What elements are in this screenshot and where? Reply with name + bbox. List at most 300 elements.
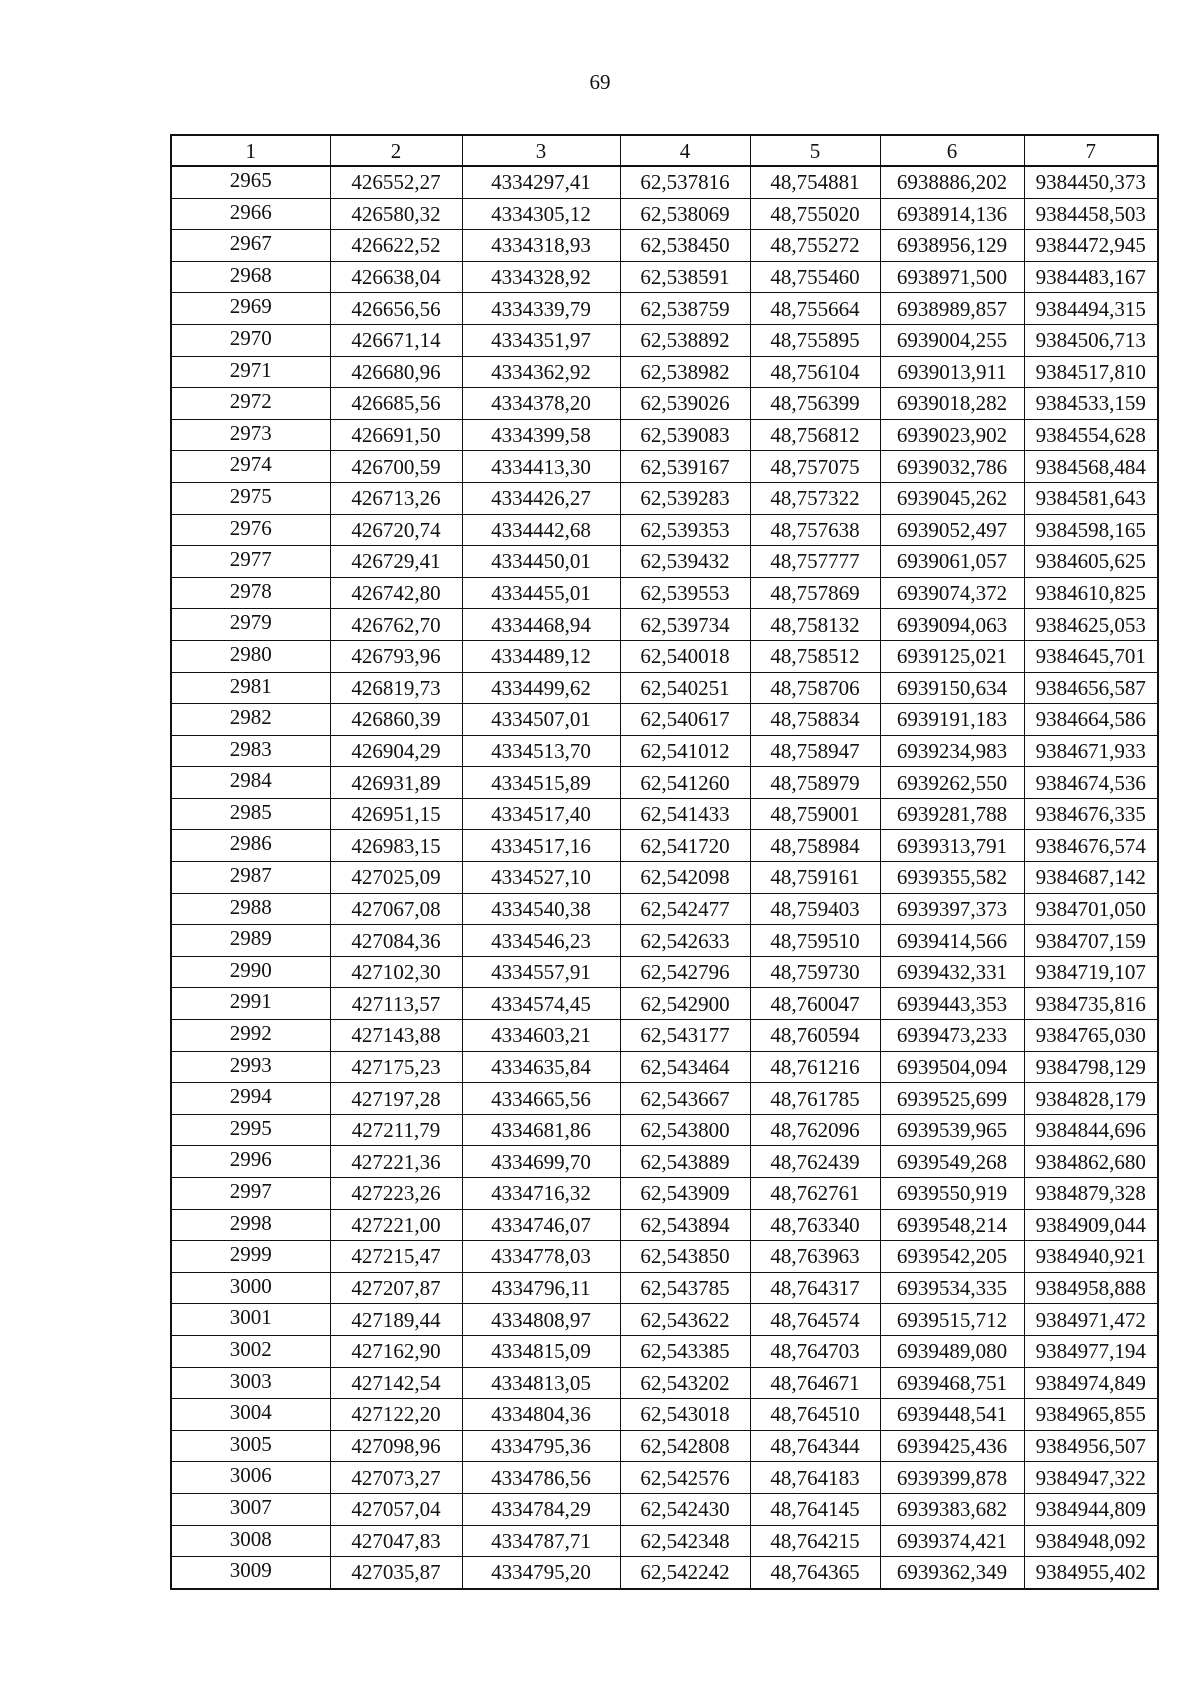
cell-value-col-7: 9384676,335: [1024, 798, 1158, 830]
cell-point-number: 2987: [171, 862, 330, 894]
cell-value-col-6: 6939468,751: [880, 1367, 1024, 1399]
cell-value-col-4: 62,542900: [620, 988, 750, 1020]
cell-value-col-3: 4334468,94: [462, 609, 620, 641]
cell-value-col-3: 4334557,91: [462, 956, 620, 988]
cell-value-col-4: 62,539167: [620, 451, 750, 483]
cell-value-col-2: 427189,44: [330, 1304, 462, 1336]
cell-point-number: 2997: [171, 1178, 330, 1210]
cell-value-col-4: 62,542796: [620, 956, 750, 988]
cell-value-col-6: 6939399,878: [880, 1462, 1024, 1494]
cell-value-col-4: 62,543385: [620, 1335, 750, 1367]
cell-point-number: 2976: [171, 514, 330, 546]
cell-value-col-2: 427197,28: [330, 1083, 462, 1115]
cell-value-col-5: 48,757777: [750, 546, 880, 578]
cell-value-col-6: 6939448,541: [880, 1399, 1024, 1431]
cell-value-col-3: 4334635,84: [462, 1051, 620, 1083]
cell-value-col-4: 62,541433: [620, 798, 750, 830]
table-row: [171, 1335, 1158, 1367]
cell-value-col-2: 426680,96: [330, 356, 462, 388]
cell-value-col-6: 6939542,205: [880, 1241, 1024, 1273]
cell-value-col-7: 9384965,855: [1024, 1399, 1158, 1431]
table-row: [171, 925, 1158, 957]
cell-value-col-7: 9384533,159: [1024, 388, 1158, 420]
cell-value-col-3: 4334808,97: [462, 1304, 620, 1336]
table-row: [171, 609, 1158, 641]
cell-point-number: 2977: [171, 546, 330, 578]
table-row: [171, 1114, 1158, 1146]
cell-point-number: 2983: [171, 735, 330, 767]
cell-value-col-6: 6939397,373: [880, 893, 1024, 925]
cell-value-col-3: 4334499,62: [462, 672, 620, 704]
cell-value-col-4: 62,539432: [620, 546, 750, 578]
table-row: [171, 735, 1158, 767]
cell-value-col-4: 62,543202: [620, 1367, 750, 1399]
table-row: [171, 577, 1158, 609]
cell-value-col-5: 48,759403: [750, 893, 880, 925]
cell-value-col-3: 4334665,56: [462, 1083, 620, 1115]
cell-point-number: 3003: [171, 1367, 330, 1399]
table-row: [171, 1020, 1158, 1052]
cell-value-col-2: 426904,29: [330, 735, 462, 767]
table-row: [171, 893, 1158, 925]
cell-value-col-4: 62,538982: [620, 356, 750, 388]
cell-value-col-5: 48,764215: [750, 1525, 880, 1557]
cell-value-col-5: 48,759730: [750, 956, 880, 988]
cell-value-col-6: 6939191,183: [880, 704, 1024, 736]
cell-value-col-5: 48,758984: [750, 830, 880, 862]
cell-value-col-5: 48,758132: [750, 609, 880, 641]
cell-point-number: 2971: [171, 356, 330, 388]
table-row: [171, 1304, 1158, 1336]
cell-value-col-3: 4334804,36: [462, 1399, 620, 1431]
cell-value-col-2: 427207,87: [330, 1272, 462, 1304]
cell-value-col-4: 62,537816: [620, 166, 750, 198]
cell-value-col-4: 62,541012: [620, 735, 750, 767]
cell-value-col-5: 48,764365: [750, 1557, 880, 1589]
cell-value-col-6: 6939489,080: [880, 1335, 1024, 1367]
cell-value-col-6: 6938914,136: [880, 198, 1024, 230]
table-row: [171, 230, 1158, 262]
cell-value-col-4: 62,539734: [620, 609, 750, 641]
cell-value-col-7: 9384944,809: [1024, 1493, 1158, 1525]
table-row: [171, 1525, 1158, 1557]
cell-point-number: 2974: [171, 451, 330, 483]
cell-value-col-4: 62,542242: [620, 1557, 750, 1589]
cell-value-col-7: 9384568,484: [1024, 451, 1158, 483]
table-row: [171, 798, 1158, 830]
cell-value-col-5: 48,764145: [750, 1493, 880, 1525]
cell-value-col-4: 62,543800: [620, 1114, 750, 1146]
table-row: [171, 324, 1158, 356]
cell-point-number: 2991: [171, 988, 330, 1020]
cell-point-number: 2988: [171, 893, 330, 925]
cell-point-number: 3008: [171, 1525, 330, 1557]
cell-value-col-2: 426685,56: [330, 388, 462, 420]
table-row: [171, 261, 1158, 293]
cell-value-col-6: 6938886,202: [880, 166, 1024, 198]
cell-value-col-5: 48,755895: [750, 324, 880, 356]
cell-point-number: 3007: [171, 1493, 330, 1525]
cell-value-col-7: 9384506,713: [1024, 324, 1158, 356]
cell-value-col-7: 9384450,373: [1024, 166, 1158, 198]
cell-value-col-6: 6939374,421: [880, 1525, 1024, 1557]
column-header-3: 3: [462, 135, 620, 166]
cell-value-col-5: 48,764703: [750, 1335, 880, 1367]
cell-value-col-4: 62,543018: [620, 1399, 750, 1431]
cell-point-number: 2998: [171, 1209, 330, 1241]
cell-value-col-6: 6938989,857: [880, 293, 1024, 325]
cell-value-col-3: 4334362,92: [462, 356, 620, 388]
column-header-5: 5: [750, 135, 880, 166]
cell-value-col-6: 6939281,788: [880, 798, 1024, 830]
cell-value-col-4: 62,543785: [620, 1272, 750, 1304]
cell-value-col-4: 62,542477: [620, 893, 750, 925]
cell-value-col-5: 48,757638: [750, 514, 880, 546]
cell-value-col-5: 48,760047: [750, 988, 880, 1020]
table-row: [171, 198, 1158, 230]
cell-value-col-7: 9384674,536: [1024, 767, 1158, 799]
column-header-2: 2: [330, 135, 462, 166]
cell-value-col-7: 9384494,315: [1024, 293, 1158, 325]
cell-value-col-7: 9384554,628: [1024, 419, 1158, 451]
cell-value-col-5: 48,762761: [750, 1178, 880, 1210]
cell-value-col-3: 4334318,93: [462, 230, 620, 262]
cell-value-col-3: 4334540,38: [462, 893, 620, 925]
cell-value-col-4: 62,543464: [620, 1051, 750, 1083]
cell-value-col-5: 48,756812: [750, 419, 880, 451]
cell-value-col-4: 62,541260: [620, 767, 750, 799]
table-row: [171, 862, 1158, 894]
cell-value-col-5: 48,763340: [750, 1209, 880, 1241]
cell-value-col-7: 9384844,696: [1024, 1114, 1158, 1146]
header-row: [171, 135, 1158, 166]
cell-value-col-3: 4334778,03: [462, 1241, 620, 1273]
cell-value-col-3: 4334450,01: [462, 546, 620, 578]
cell-value-col-7: 9384664,586: [1024, 704, 1158, 736]
cell-value-col-7: 9384974,849: [1024, 1367, 1158, 1399]
cell-value-col-3: 4334513,70: [462, 735, 620, 767]
cell-value-col-6: 6939234,983: [880, 735, 1024, 767]
cell-value-col-4: 62,538892: [620, 324, 750, 356]
cell-value-col-5: 48,759001: [750, 798, 880, 830]
cell-value-col-5: 48,764317: [750, 1272, 880, 1304]
cell-value-col-7: 9384472,945: [1024, 230, 1158, 262]
cell-value-col-4: 62,538069: [620, 198, 750, 230]
cell-point-number: 2995: [171, 1114, 330, 1146]
cell-value-col-2: 426691,50: [330, 419, 462, 451]
cell-value-col-7: 9384828,179: [1024, 1083, 1158, 1115]
cell-point-number: 2990: [171, 956, 330, 988]
cell-value-col-3: 4334426,27: [462, 482, 620, 514]
cell-value-col-5: 48,762096: [750, 1114, 880, 1146]
cell-value-col-2: 427143,88: [330, 1020, 462, 1052]
cell-value-col-3: 4334455,01: [462, 577, 620, 609]
cell-value-col-4: 62,543177: [620, 1020, 750, 1052]
cell-value-col-3: 4334699,70: [462, 1146, 620, 1178]
cell-point-number: 2986: [171, 830, 330, 862]
cell-value-col-6: 6939150,634: [880, 672, 1024, 704]
cell-point-number: 3000: [171, 1272, 330, 1304]
cell-value-col-2: 426700,59: [330, 451, 462, 483]
cell-value-col-4: 62,539353: [620, 514, 750, 546]
table-row: [171, 1146, 1158, 1178]
cell-value-col-5: 48,757322: [750, 482, 880, 514]
cell-value-col-4: 62,540617: [620, 704, 750, 736]
cell-value-col-7: 9384879,328: [1024, 1178, 1158, 1210]
cell-value-col-3: 4334489,12: [462, 640, 620, 672]
cell-value-col-3: 4334813,05: [462, 1367, 620, 1399]
cell-value-col-6: 6939525,699: [880, 1083, 1024, 1115]
cell-value-col-6: 6939515,712: [880, 1304, 1024, 1336]
cell-value-col-6: 6939473,233: [880, 1020, 1024, 1052]
cell-point-number: 2989: [171, 925, 330, 957]
table-body: [171, 166, 1158, 1589]
column-header-7: 7: [1024, 135, 1158, 166]
cell-value-col-6: 6939549,268: [880, 1146, 1024, 1178]
cell-point-number: 3001: [171, 1304, 330, 1336]
cell-value-col-6: 6939032,786: [880, 451, 1024, 483]
cell-value-col-7: 9384956,507: [1024, 1430, 1158, 1462]
cell-value-col-5: 48,758512: [750, 640, 880, 672]
cell-value-col-5: 48,762439: [750, 1146, 880, 1178]
cell-value-col-2: 427047,83: [330, 1525, 462, 1557]
cell-value-col-7: 9384719,107: [1024, 956, 1158, 988]
cell-value-col-4: 62,543889: [620, 1146, 750, 1178]
cell-value-col-7: 9384947,322: [1024, 1462, 1158, 1494]
cell-value-col-6: 6939534,335: [880, 1272, 1024, 1304]
cell-value-col-7: 9384458,503: [1024, 198, 1158, 230]
cell-value-col-2: 426671,14: [330, 324, 462, 356]
cell-value-col-5: 48,758979: [750, 767, 880, 799]
cell-value-col-5: 48,764344: [750, 1430, 880, 1462]
cell-value-col-5: 48,759510: [750, 925, 880, 957]
column-header-1: 1: [171, 135, 330, 166]
cell-value-col-2: 426819,73: [330, 672, 462, 704]
cell-value-col-7: 9384671,933: [1024, 735, 1158, 767]
cell-value-col-2: 427223,26: [330, 1178, 462, 1210]
cell-value-col-7: 9384958,888: [1024, 1272, 1158, 1304]
cell-value-col-4: 62,543909: [620, 1178, 750, 1210]
cell-value-col-7: 9384687,142: [1024, 862, 1158, 894]
cell-value-col-7: 9384862,680: [1024, 1146, 1158, 1178]
cell-point-number: 2985: [171, 798, 330, 830]
cell-value-col-3: 4334527,10: [462, 862, 620, 894]
cell-value-col-3: 4334305,12: [462, 198, 620, 230]
coordinates-table: [170, 134, 1159, 1590]
table-row: [171, 546, 1158, 578]
cell-value-col-2: 426983,15: [330, 830, 462, 862]
cell-value-col-4: 62,539026: [620, 388, 750, 420]
table-row: [171, 672, 1158, 704]
table-row: [171, 830, 1158, 862]
column-header-4: 4: [620, 135, 750, 166]
cell-value-col-7: 9384765,030: [1024, 1020, 1158, 1052]
cell-value-col-3: 4334795,36: [462, 1430, 620, 1462]
cell-point-number: 2968: [171, 261, 330, 293]
cell-value-col-7: 9384625,053: [1024, 609, 1158, 641]
cell-value-col-3: 4334339,79: [462, 293, 620, 325]
cell-value-col-4: 62,542348: [620, 1525, 750, 1557]
cell-value-col-3: 4334746,07: [462, 1209, 620, 1241]
cell-value-col-7: 9384645,701: [1024, 640, 1158, 672]
cell-value-col-7: 9384707,159: [1024, 925, 1158, 957]
table-row: [171, 767, 1158, 799]
cell-value-col-2: 426951,15: [330, 798, 462, 830]
cell-value-col-5: 48,764510: [750, 1399, 880, 1431]
cell-value-col-7: 9384598,165: [1024, 514, 1158, 546]
cell-value-col-6: 6939362,349: [880, 1557, 1024, 1589]
cell-value-col-3: 4334681,86: [462, 1114, 620, 1146]
cell-value-col-2: 427098,96: [330, 1430, 462, 1462]
cell-value-col-5: 48,760594: [750, 1020, 880, 1052]
cell-value-col-5: 48,761785: [750, 1083, 880, 1115]
cell-value-col-2: 427221,36: [330, 1146, 462, 1178]
cell-value-col-7: 9384676,574: [1024, 830, 1158, 862]
cell-value-col-4: 62,538759: [620, 293, 750, 325]
table-row: [171, 1178, 1158, 1210]
cell-value-col-7: 9384909,044: [1024, 1209, 1158, 1241]
cell-value-col-3: 4334786,56: [462, 1462, 620, 1494]
cell-value-col-3: 4334603,21: [462, 1020, 620, 1052]
cell-point-number: 2979: [171, 609, 330, 641]
cell-value-col-7: 9384701,050: [1024, 893, 1158, 925]
table-row: [171, 1241, 1158, 1273]
cell-value-col-2: 426656,56: [330, 293, 462, 325]
cell-value-col-2: 427122,20: [330, 1399, 462, 1431]
cell-value-col-6: 6939013,911: [880, 356, 1024, 388]
cell-value-col-3: 4334784,29: [462, 1493, 620, 1525]
cell-value-col-5: 48,754881: [750, 166, 880, 198]
cell-point-number: 2973: [171, 419, 330, 451]
table-row: [171, 482, 1158, 514]
table-row: [171, 640, 1158, 672]
cell-value-col-5: 48,756399: [750, 388, 880, 420]
cell-value-col-3: 4334517,16: [462, 830, 620, 862]
cell-value-col-3: 4334442,68: [462, 514, 620, 546]
cell-value-col-3: 4334399,58: [462, 419, 620, 451]
cell-value-col-2: 426729,41: [330, 546, 462, 578]
cell-value-col-7: 9384656,587: [1024, 672, 1158, 704]
cell-point-number: 3005: [171, 1430, 330, 1462]
cell-value-col-2: 426762,70: [330, 609, 462, 641]
cell-value-col-6: 6939548,214: [880, 1209, 1024, 1241]
cell-value-col-6: 6939539,965: [880, 1114, 1024, 1146]
cell-point-number: 2970: [171, 324, 330, 356]
cell-value-col-2: 426638,04: [330, 261, 462, 293]
cell-value-col-2: 427035,87: [330, 1557, 462, 1589]
cell-value-col-2: 427067,08: [330, 893, 462, 925]
table-row: [171, 1462, 1158, 1494]
cell-value-col-2: 427025,09: [330, 862, 462, 894]
cell-value-col-2: 426552,27: [330, 166, 462, 198]
cell-value-col-2: 427211,79: [330, 1114, 462, 1146]
table-row: [171, 1557, 1158, 1589]
cell-value-col-3: 4334297,41: [462, 166, 620, 198]
cell-point-number: 2984: [171, 767, 330, 799]
cell-value-col-4: 62,541720: [620, 830, 750, 862]
table-row: [171, 1430, 1158, 1462]
cell-value-col-2: 427142,54: [330, 1367, 462, 1399]
cell-value-col-2: 426713,26: [330, 482, 462, 514]
cell-value-col-6: 6939061,057: [880, 546, 1024, 578]
column-header-6: 6: [880, 135, 1024, 166]
cell-value-col-5: 48,757075: [750, 451, 880, 483]
cell-value-col-6: 6939052,497: [880, 514, 1024, 546]
cell-value-col-3: 4334328,92: [462, 261, 620, 293]
cell-value-col-5: 48,763963: [750, 1241, 880, 1273]
cell-value-col-5: 48,764574: [750, 1304, 880, 1336]
cell-point-number: 2965: [171, 166, 330, 198]
cell-value-col-7: 9384517,810: [1024, 356, 1158, 388]
cell-point-number: 2966: [171, 198, 330, 230]
cell-value-col-3: 4334507,01: [462, 704, 620, 736]
table-row: [171, 293, 1158, 325]
table-row: [171, 1493, 1158, 1525]
cell-value-col-7: 9384955,402: [1024, 1557, 1158, 1589]
table-row: [171, 514, 1158, 546]
cell-value-col-4: 62,542430: [620, 1493, 750, 1525]
cell-value-col-6: 6939414,566: [880, 925, 1024, 957]
cell-value-col-6: 6939004,255: [880, 324, 1024, 356]
cell-value-col-6: 6939074,372: [880, 577, 1024, 609]
cell-value-col-4: 62,539283: [620, 482, 750, 514]
cell-value-col-6: 6939094,063: [880, 609, 1024, 641]
cell-point-number: 2978: [171, 577, 330, 609]
cell-point-number: 2975: [171, 482, 330, 514]
cell-point-number: 2972: [171, 388, 330, 420]
cell-value-col-6: 6939432,331: [880, 956, 1024, 988]
cell-point-number: 2992: [171, 1020, 330, 1052]
table-row: [171, 956, 1158, 988]
cell-value-col-2: 426720,74: [330, 514, 462, 546]
cell-point-number: 2980: [171, 640, 330, 672]
page-number: 69: [589, 70, 611, 94]
cell-value-col-6: 6939023,902: [880, 419, 1024, 451]
cell-value-col-4: 62,538591: [620, 261, 750, 293]
cell-value-col-2: 426860,39: [330, 704, 462, 736]
cell-point-number: 3009: [171, 1557, 330, 1589]
cell-value-col-2: 426622,52: [330, 230, 462, 262]
cell-value-col-6: 6938971,500: [880, 261, 1024, 293]
cell-value-col-5: 48,755020: [750, 198, 880, 230]
cell-point-number: 2994: [171, 1083, 330, 1115]
cell-value-col-5: 48,756104: [750, 356, 880, 388]
cell-value-col-3: 4334787,71: [462, 1525, 620, 1557]
cell-value-col-3: 4334351,97: [462, 324, 620, 356]
cell-value-col-4: 62,539553: [620, 577, 750, 609]
cell-value-col-3: 4334378,20: [462, 388, 620, 420]
cell-value-col-3: 4334716,32: [462, 1178, 620, 1210]
cell-value-col-3: 4334796,11: [462, 1272, 620, 1304]
cell-value-col-2: 427073,27: [330, 1462, 462, 1494]
cell-value-col-4: 62,542576: [620, 1462, 750, 1494]
cell-value-col-7: 9384977,194: [1024, 1335, 1158, 1367]
cell-point-number: 2996: [171, 1146, 330, 1178]
cell-value-col-4: 62,539083: [620, 419, 750, 451]
cell-value-col-3: 4334574,45: [462, 988, 620, 1020]
cell-value-col-7: 9384610,825: [1024, 577, 1158, 609]
cell-value-col-4: 62,542808: [620, 1430, 750, 1462]
cell-value-col-6: 6939313,791: [880, 830, 1024, 862]
cell-point-number: 2969: [171, 293, 330, 325]
cell-value-col-6: 6939262,550: [880, 767, 1024, 799]
cell-value-col-4: 62,542098: [620, 862, 750, 894]
cell-value-col-3: 4334413,30: [462, 451, 620, 483]
table-row: [171, 1209, 1158, 1241]
cell-point-number: 3004: [171, 1399, 330, 1431]
cell-point-number: 2982: [171, 704, 330, 736]
cell-value-col-5: 48,755272: [750, 230, 880, 262]
